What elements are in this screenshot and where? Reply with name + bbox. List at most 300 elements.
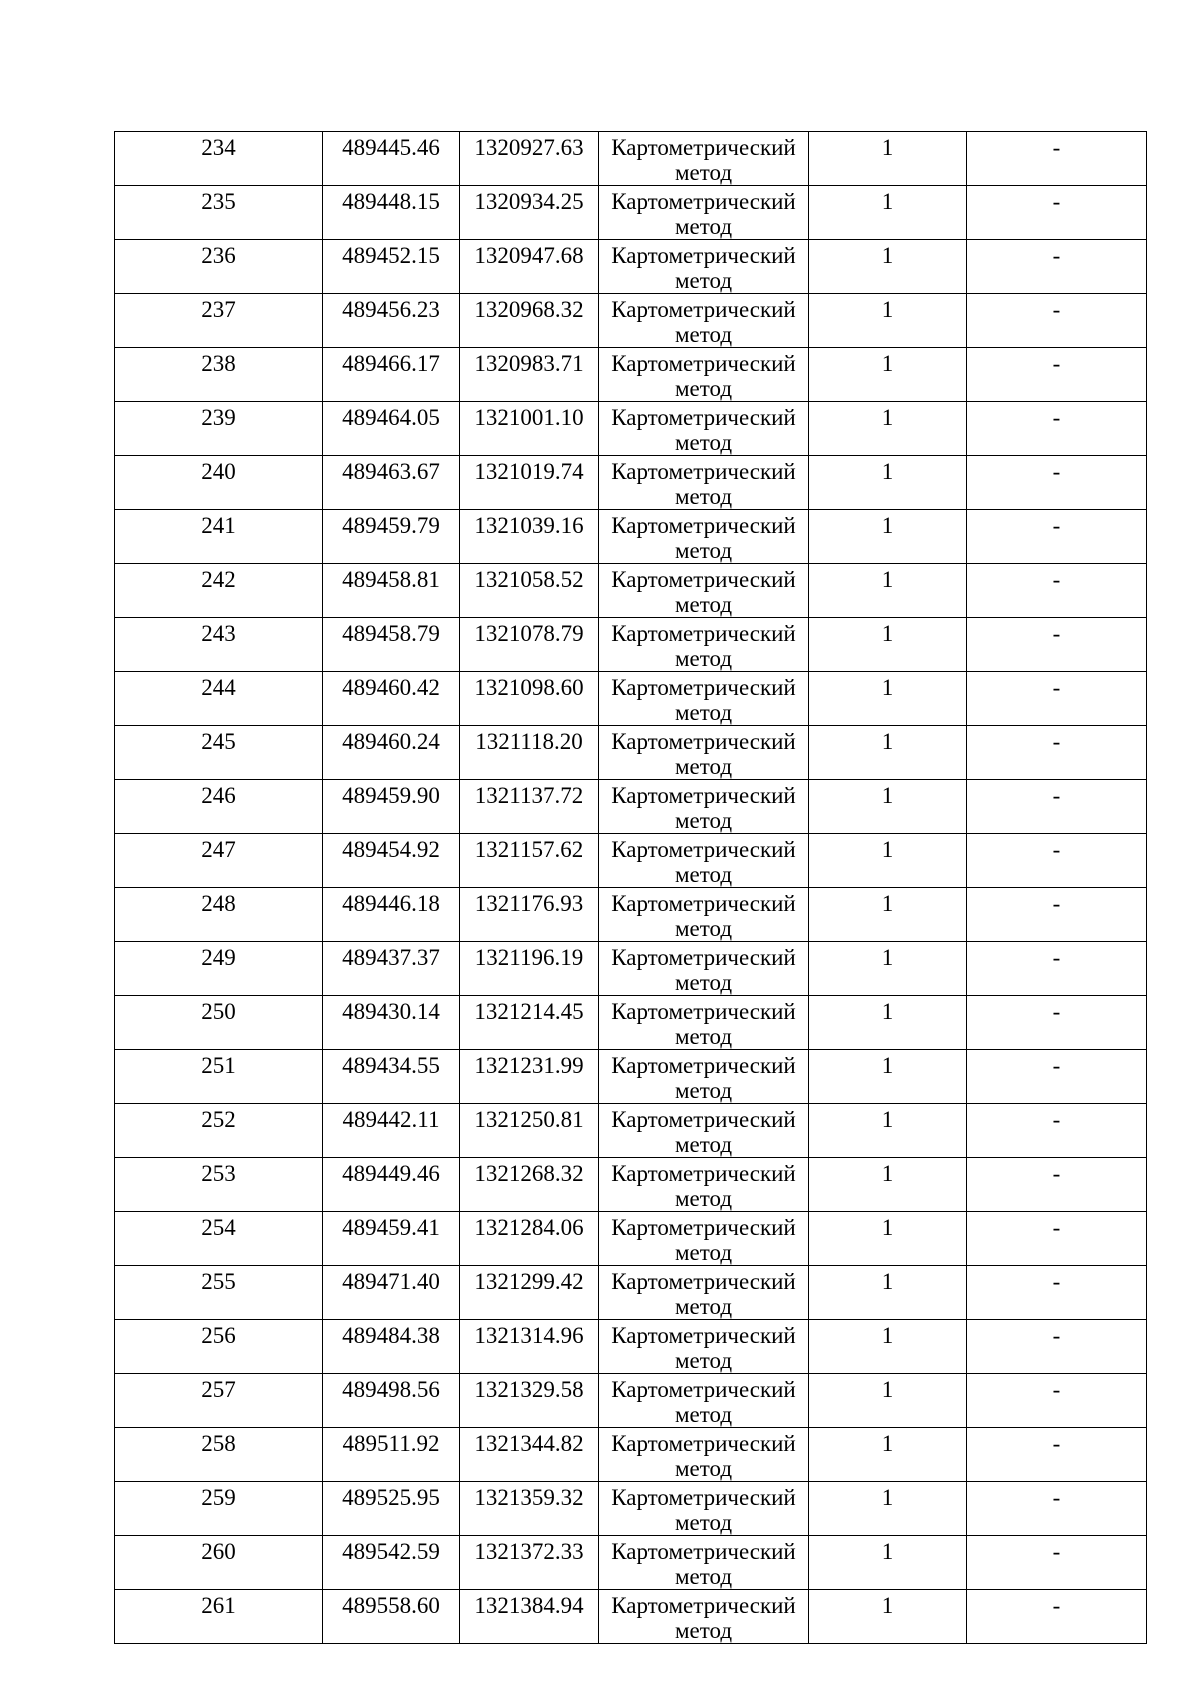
x-coordinate-cell	[323, 1482, 460, 1536]
x-coordinate-cell-text: 489511.92	[342, 1431, 440, 1456]
method-cell	[599, 672, 809, 726]
accuracy-cell-text: 1	[881, 675, 894, 700]
method-cell	[599, 1266, 809, 1320]
x-coordinate-cell	[323, 618, 460, 672]
x-coordinate-cell	[323, 240, 460, 294]
note-cell	[967, 1158, 1147, 1212]
accuracy-cell-text: 1	[881, 1323, 894, 1348]
y-coordinate-cell	[460, 888, 599, 942]
note-cell	[967, 510, 1147, 564]
x-coordinate-cell-text: 489460.42	[342, 675, 440, 700]
method-cell	[599, 240, 809, 294]
y-coordinate-cell-text: 1321118.20	[475, 729, 583, 754]
accuracy-cell	[809, 186, 967, 240]
y-coordinate-cell-text: 1320934.25	[474, 189, 584, 214]
note-cell-text: -	[1052, 351, 1061, 376]
note-cell-text: -	[1052, 297, 1061, 322]
point-number-cell-text: 237	[201, 297, 236, 322]
note-cell	[967, 672, 1147, 726]
accuracy-cell-text: 1	[881, 405, 894, 430]
accuracy-cell-text: 1	[881, 621, 894, 646]
accuracy-cell-text: 1	[881, 1539, 894, 1564]
y-coordinate-cell-text: 1321078.79	[474, 621, 584, 646]
x-coordinate-cell-text: 489542.59	[342, 1539, 440, 1564]
y-coordinate-cell	[460, 1104, 599, 1158]
x-coordinate-cell-text: 489525.95	[342, 1485, 440, 1510]
accuracy-cell-text: 1	[881, 135, 894, 160]
point-number-cell-text: 243	[201, 621, 236, 646]
method-cell	[599, 132, 809, 186]
x-coordinate-cell	[323, 1266, 460, 1320]
table-row	[115, 510, 1147, 564]
method-cell-text: Картометрический метод	[611, 1377, 796, 1427]
table-body	[115, 132, 1147, 1644]
x-coordinate-cell-text: 489463.67	[342, 459, 440, 484]
note-cell	[967, 1104, 1147, 1158]
point-number-cell	[115, 1428, 323, 1482]
method-cell-text: Картометрический метод	[611, 675, 796, 725]
point-number-cell	[115, 726, 323, 780]
point-number-cell-text: 255	[201, 1269, 236, 1294]
note-cell	[967, 780, 1147, 834]
accuracy-cell	[809, 1266, 967, 1320]
point-number-cell	[115, 1266, 323, 1320]
y-coordinate-cell	[460, 942, 599, 996]
x-coordinate-cell-text: 489448.15	[342, 189, 440, 214]
x-coordinate-cell	[323, 672, 460, 726]
accuracy-cell-text: 1	[881, 1593, 894, 1618]
note-cell-text: -	[1052, 783, 1061, 808]
method-cell	[599, 510, 809, 564]
accuracy-cell-text: 1	[881, 891, 894, 916]
note-cell	[967, 1374, 1147, 1428]
accuracy-cell	[809, 1158, 967, 1212]
method-cell	[599, 1374, 809, 1428]
table-row	[115, 1482, 1147, 1536]
x-coordinate-cell-text: 489456.23	[342, 297, 440, 322]
note-cell-text: -	[1052, 945, 1061, 970]
point-number-cell-text: 245	[201, 729, 236, 754]
accuracy-cell	[809, 1320, 967, 1374]
y-coordinate-cell	[460, 1536, 599, 1590]
method-cell	[599, 1482, 809, 1536]
x-coordinate-cell	[323, 456, 460, 510]
method-cell-text: Картометрический метод	[611, 1431, 796, 1481]
table-row	[115, 1590, 1147, 1644]
point-number-cell	[115, 240, 323, 294]
point-number-cell-text: 261	[201, 1593, 236, 1618]
accuracy-cell-text: 1	[881, 351, 894, 376]
y-coordinate-cell	[460, 456, 599, 510]
note-cell-text: -	[1052, 1485, 1061, 1510]
note-cell-text: -	[1052, 567, 1061, 592]
point-number-cell	[115, 1050, 323, 1104]
note-cell-text: -	[1052, 459, 1061, 484]
coordinates-table	[114, 131, 1147, 1644]
method-cell	[599, 1158, 809, 1212]
point-number-cell-text: 254	[201, 1215, 236, 1240]
y-coordinate-cell-text: 1321039.16	[474, 513, 584, 538]
accuracy-cell-text: 1	[881, 999, 894, 1024]
point-number-cell-text: 252	[201, 1107, 236, 1132]
x-coordinate-cell-text: 489498.56	[342, 1377, 440, 1402]
accuracy-cell-text: 1	[881, 783, 894, 808]
x-coordinate-cell	[323, 1374, 460, 1428]
table-row	[115, 186, 1147, 240]
accuracy-cell	[809, 348, 967, 402]
method-cell	[599, 1536, 809, 1590]
x-coordinate-cell	[323, 1320, 460, 1374]
note-cell-text: -	[1052, 1539, 1061, 1564]
table-row	[115, 942, 1147, 996]
accuracy-cell-text: 1	[881, 1161, 894, 1186]
table-row	[115, 780, 1147, 834]
method-cell-text: Картометрический метод	[611, 1593, 796, 1643]
method-cell-text: Картометрический метод	[611, 945, 796, 995]
note-cell	[967, 942, 1147, 996]
method-cell-text: Картометрический метод	[611, 1539, 796, 1589]
note-cell-text: -	[1052, 675, 1061, 700]
note-cell	[967, 294, 1147, 348]
y-coordinate-cell	[460, 618, 599, 672]
y-coordinate-cell-text: 1321058.52	[474, 567, 584, 592]
accuracy-cell-text: 1	[881, 1431, 894, 1456]
accuracy-cell	[809, 564, 967, 618]
point-number-cell-text: 256	[201, 1323, 236, 1348]
note-cell	[967, 348, 1147, 402]
point-number-cell-text: 249	[201, 945, 236, 970]
note-cell	[967, 834, 1147, 888]
accuracy-cell	[809, 996, 967, 1050]
point-number-cell-text: 241	[201, 513, 236, 538]
y-coordinate-cell	[460, 1158, 599, 1212]
y-coordinate-cell-text: 1320927.63	[474, 135, 584, 160]
x-coordinate-cell-text: 489452.15	[342, 243, 440, 268]
y-coordinate-cell	[460, 1320, 599, 1374]
method-cell	[599, 186, 809, 240]
point-number-cell	[115, 618, 323, 672]
note-cell-text: -	[1052, 135, 1061, 160]
x-coordinate-cell-text: 489459.41	[342, 1215, 440, 1240]
method-cell	[599, 1428, 809, 1482]
accuracy-cell	[809, 294, 967, 348]
method-cell	[599, 294, 809, 348]
method-cell	[599, 348, 809, 402]
x-coordinate-cell	[323, 186, 460, 240]
y-coordinate-cell	[460, 1590, 599, 1644]
accuracy-cell-text: 1	[881, 459, 894, 484]
point-number-cell	[115, 564, 323, 618]
point-number-cell	[115, 1536, 323, 1590]
y-coordinate-cell-text: 1321299.42	[474, 1269, 584, 1294]
method-cell	[599, 1590, 809, 1644]
note-cell-text: -	[1052, 1431, 1061, 1456]
accuracy-cell-text: 1	[881, 1215, 894, 1240]
point-number-cell	[115, 1104, 323, 1158]
table-row	[115, 564, 1147, 618]
table-row	[115, 1428, 1147, 1482]
x-coordinate-cell	[323, 1050, 460, 1104]
table-row	[115, 996, 1147, 1050]
method-cell-text: Картометрический метод	[611, 1053, 796, 1103]
point-number-cell	[115, 402, 323, 456]
x-coordinate-cell	[323, 348, 460, 402]
point-number-cell-text: 242	[201, 567, 236, 592]
point-number-cell	[115, 888, 323, 942]
method-cell-text: Картометрический метод	[611, 297, 796, 347]
accuracy-cell	[809, 1050, 967, 1104]
accuracy-cell	[809, 1104, 967, 1158]
note-cell	[967, 564, 1147, 618]
point-number-cell-text: 260	[201, 1539, 236, 1564]
note-cell-text: -	[1052, 1593, 1061, 1618]
y-coordinate-cell	[460, 1212, 599, 1266]
method-cell	[599, 726, 809, 780]
x-coordinate-cell-text: 489484.38	[342, 1323, 440, 1348]
method-cell	[599, 402, 809, 456]
note-cell-text: -	[1052, 513, 1061, 538]
x-coordinate-cell-text: 489430.14	[342, 999, 440, 1024]
note-cell-text: -	[1052, 999, 1061, 1024]
note-cell	[967, 402, 1147, 456]
y-coordinate-cell-text: 1321329.58	[474, 1377, 584, 1402]
accuracy-cell-text: 1	[881, 297, 894, 322]
y-coordinate-cell-text: 1321196.19	[474, 945, 584, 970]
note-cell-text: -	[1052, 621, 1061, 646]
note-cell	[967, 1428, 1147, 1482]
note-cell	[967, 1266, 1147, 1320]
x-coordinate-cell-text: 489471.40	[342, 1269, 440, 1294]
point-number-cell	[115, 1482, 323, 1536]
point-number-cell	[115, 510, 323, 564]
y-coordinate-cell	[460, 564, 599, 618]
point-number-cell-text: 235	[201, 189, 236, 214]
x-coordinate-cell-text: 489437.37	[342, 945, 440, 970]
y-coordinate-cell	[460, 348, 599, 402]
x-coordinate-cell	[323, 726, 460, 780]
y-coordinate-cell	[460, 1428, 599, 1482]
note-cell-text: -	[1052, 1323, 1061, 1348]
y-coordinate-cell-text: 1321098.60	[474, 675, 584, 700]
method-cell	[599, 1104, 809, 1158]
y-coordinate-cell-text: 1320968.32	[474, 297, 584, 322]
note-cell-text: -	[1052, 891, 1061, 916]
accuracy-cell	[809, 402, 967, 456]
accuracy-cell	[809, 1536, 967, 1590]
accuracy-cell	[809, 1428, 967, 1482]
point-number-cell-text: 250	[201, 999, 236, 1024]
accuracy-cell	[809, 132, 967, 186]
accuracy-cell	[809, 1374, 967, 1428]
point-number-cell	[115, 996, 323, 1050]
note-cell-text: -	[1052, 243, 1061, 268]
y-coordinate-cell-text: 1321176.93	[474, 891, 584, 916]
point-number-cell-text: 239	[201, 405, 236, 430]
x-coordinate-cell-text: 489434.55	[342, 1053, 440, 1078]
method-cell-text: Картометрический метод	[611, 351, 796, 401]
y-coordinate-cell-text: 1320983.71	[474, 351, 584, 376]
point-number-cell	[115, 1374, 323, 1428]
table-row	[115, 1536, 1147, 1590]
point-number-cell-text: 238	[201, 351, 236, 376]
x-coordinate-cell-text: 489466.17	[342, 351, 440, 376]
y-coordinate-cell-text: 1321384.94	[474, 1593, 584, 1618]
accuracy-cell	[809, 726, 967, 780]
method-cell	[599, 888, 809, 942]
method-cell	[599, 1320, 809, 1374]
note-cell-text: -	[1052, 1215, 1061, 1240]
y-coordinate-cell	[460, 240, 599, 294]
point-number-cell	[115, 1212, 323, 1266]
accuracy-cell-text: 1	[881, 1053, 894, 1078]
accuracy-cell	[809, 618, 967, 672]
method-cell	[599, 1050, 809, 1104]
point-number-cell	[115, 1590, 323, 1644]
accuracy-cell-text: 1	[881, 1485, 894, 1510]
x-coordinate-cell	[323, 942, 460, 996]
y-coordinate-cell	[460, 1374, 599, 1428]
table-row	[115, 240, 1147, 294]
note-cell	[967, 1050, 1147, 1104]
point-number-cell	[115, 672, 323, 726]
table-row	[115, 1320, 1147, 1374]
method-cell-text: Картометрический метод	[611, 135, 796, 185]
accuracy-cell-text: 1	[881, 1377, 894, 1402]
method-cell-text: Картометрический метод	[611, 1269, 796, 1319]
x-coordinate-cell	[323, 1104, 460, 1158]
y-coordinate-cell	[460, 726, 599, 780]
point-number-cell-text: 257	[201, 1377, 236, 1402]
note-cell	[967, 1536, 1147, 1590]
note-cell	[967, 1482, 1147, 1536]
note-cell	[967, 240, 1147, 294]
method-cell-text: Картометрический метод	[611, 621, 796, 671]
point-number-cell-text: 253	[201, 1161, 236, 1186]
table-row	[115, 1158, 1147, 1212]
x-coordinate-cell	[323, 1212, 460, 1266]
accuracy-cell-text: 1	[881, 513, 894, 538]
accuracy-cell	[809, 888, 967, 942]
y-coordinate-cell-text: 1321268.32	[474, 1161, 584, 1186]
y-coordinate-cell-text: 1321359.32	[474, 1485, 584, 1510]
point-number-cell-text: 258	[201, 1431, 236, 1456]
point-number-cell-text: 259	[201, 1485, 236, 1510]
y-coordinate-cell	[460, 1050, 599, 1104]
method-cell-text: Картометрический метод	[611, 1161, 796, 1211]
x-coordinate-cell-text: 489445.46	[342, 135, 440, 160]
method-cell-text: Картометрический метод	[611, 459, 796, 509]
x-coordinate-cell	[323, 888, 460, 942]
note-cell	[967, 1212, 1147, 1266]
x-coordinate-cell	[323, 1428, 460, 1482]
accuracy-cell	[809, 1482, 967, 1536]
point-number-cell-text: 251	[201, 1053, 236, 1078]
method-cell	[599, 564, 809, 618]
method-cell	[599, 618, 809, 672]
x-coordinate-cell-text: 489458.81	[342, 567, 440, 592]
method-cell-text: Картометрический метод	[611, 1215, 796, 1265]
note-cell-text: -	[1052, 405, 1061, 430]
method-cell-text: Картометрический метод	[611, 783, 796, 833]
table-row	[115, 1212, 1147, 1266]
x-coordinate-cell-text: 489458.79	[342, 621, 440, 646]
accuracy-cell-text: 1	[881, 243, 894, 268]
note-cell	[967, 456, 1147, 510]
table-row	[115, 726, 1147, 780]
x-coordinate-cell	[323, 564, 460, 618]
method-cell-text: Картометрический метод	[611, 1323, 796, 1373]
y-coordinate-cell	[460, 402, 599, 456]
note-cell-text: -	[1052, 837, 1061, 862]
accuracy-cell	[809, 456, 967, 510]
y-coordinate-cell-text: 1321372.33	[474, 1539, 584, 1564]
accuracy-cell-text: 1	[881, 945, 894, 970]
y-coordinate-cell-text: 1321284.06	[474, 1215, 584, 1240]
note-cell-text: -	[1052, 1107, 1061, 1132]
y-coordinate-cell	[460, 294, 599, 348]
note-cell	[967, 726, 1147, 780]
point-number-cell	[115, 942, 323, 996]
x-coordinate-cell	[323, 402, 460, 456]
method-cell	[599, 1212, 809, 1266]
point-number-cell	[115, 1158, 323, 1212]
x-coordinate-cell-text: 489442.11	[342, 1107, 440, 1132]
point-number-cell-text: 246	[201, 783, 236, 808]
point-number-cell	[115, 132, 323, 186]
x-coordinate-cell	[323, 132, 460, 186]
point-number-cell-text: 236	[201, 243, 236, 268]
x-coordinate-cell-text: 489459.90	[342, 783, 440, 808]
note-cell	[967, 888, 1147, 942]
y-coordinate-cell-text: 1321214.45	[474, 999, 584, 1024]
y-coordinate-cell	[460, 1266, 599, 1320]
table-row	[115, 348, 1147, 402]
method-cell-text: Картометрический метод	[611, 513, 796, 563]
note-cell-text: -	[1052, 1269, 1061, 1294]
accuracy-cell-text: 1	[881, 1269, 894, 1294]
accuracy-cell-text: 1	[881, 729, 894, 754]
accuracy-cell	[809, 510, 967, 564]
x-coordinate-cell	[323, 780, 460, 834]
accuracy-cell-text: 1	[881, 1107, 894, 1132]
x-coordinate-cell-text: 489454.92	[342, 837, 440, 862]
table-row	[115, 1266, 1147, 1320]
point-number-cell	[115, 186, 323, 240]
note-cell	[967, 1320, 1147, 1374]
table-row	[115, 1050, 1147, 1104]
point-number-cell-text: 248	[201, 891, 236, 916]
note-cell	[967, 132, 1147, 186]
accuracy-cell	[809, 1212, 967, 1266]
method-cell-text: Картометрический метод	[611, 405, 796, 455]
accuracy-cell-text: 1	[881, 189, 894, 214]
y-coordinate-cell	[460, 834, 599, 888]
x-coordinate-cell	[323, 834, 460, 888]
x-coordinate-cell	[323, 294, 460, 348]
method-cell-text: Картометрический метод	[611, 1485, 796, 1535]
point-number-cell	[115, 1320, 323, 1374]
point-number-cell	[115, 834, 323, 888]
y-coordinate-cell-text: 1321231.99	[474, 1053, 584, 1078]
table-row	[115, 1374, 1147, 1428]
y-coordinate-cell-text: 1321314.96	[474, 1323, 584, 1348]
y-coordinate-cell	[460, 132, 599, 186]
point-number-cell	[115, 294, 323, 348]
accuracy-cell	[809, 780, 967, 834]
point-number-cell-text: 244	[201, 675, 236, 700]
note-cell	[967, 996, 1147, 1050]
method-cell-text: Картометрический метод	[611, 729, 796, 779]
